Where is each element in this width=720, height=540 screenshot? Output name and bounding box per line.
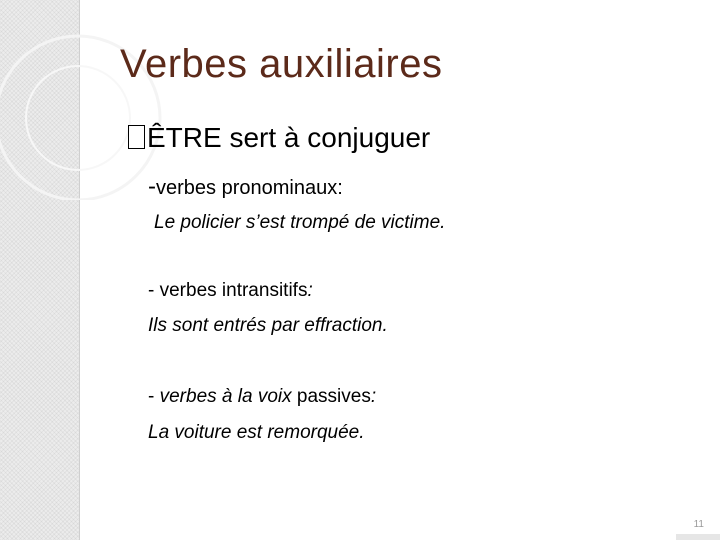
item-prefix: - [148, 280, 160, 301]
inner-arc [26, 66, 130, 170]
example-intransitive: Ils sont entrés par effraction. [148, 315, 388, 336]
slide-number: 11 [693, 519, 704, 530]
item-intransitive [148, 280, 313, 302]
item-suffix: : [307, 280, 313, 301]
decorative-arcs [0, 0, 200, 200]
item-pronominal [148, 173, 343, 201]
item-label: verbes pronominaux [156, 177, 338, 199]
item-label-rest: passives [291, 386, 371, 407]
item-label-italic: verbes à la voix [159, 386, 292, 407]
main-bullet [128, 122, 430, 154]
slide-title: Verbes auxiliaires [120, 42, 443, 86]
example-passive: La voiture est remorquée. [148, 422, 365, 443]
item-passive [148, 386, 376, 408]
bullet-box-icon [128, 125, 145, 149]
item-label: verbes intransitifs [159, 280, 308, 301]
example-pronominal: Le policier s’est trompé de victime. [154, 212, 446, 233]
item-prefix: - [148, 173, 156, 200]
main-bullet-text: ÊTRE sert à conjuguer [147, 122, 431, 153]
item-suffix: : [337, 177, 343, 199]
item-prefix: - [148, 386, 160, 407]
bottom-accent [676, 534, 720, 540]
item-suffix: : [370, 386, 377, 407]
